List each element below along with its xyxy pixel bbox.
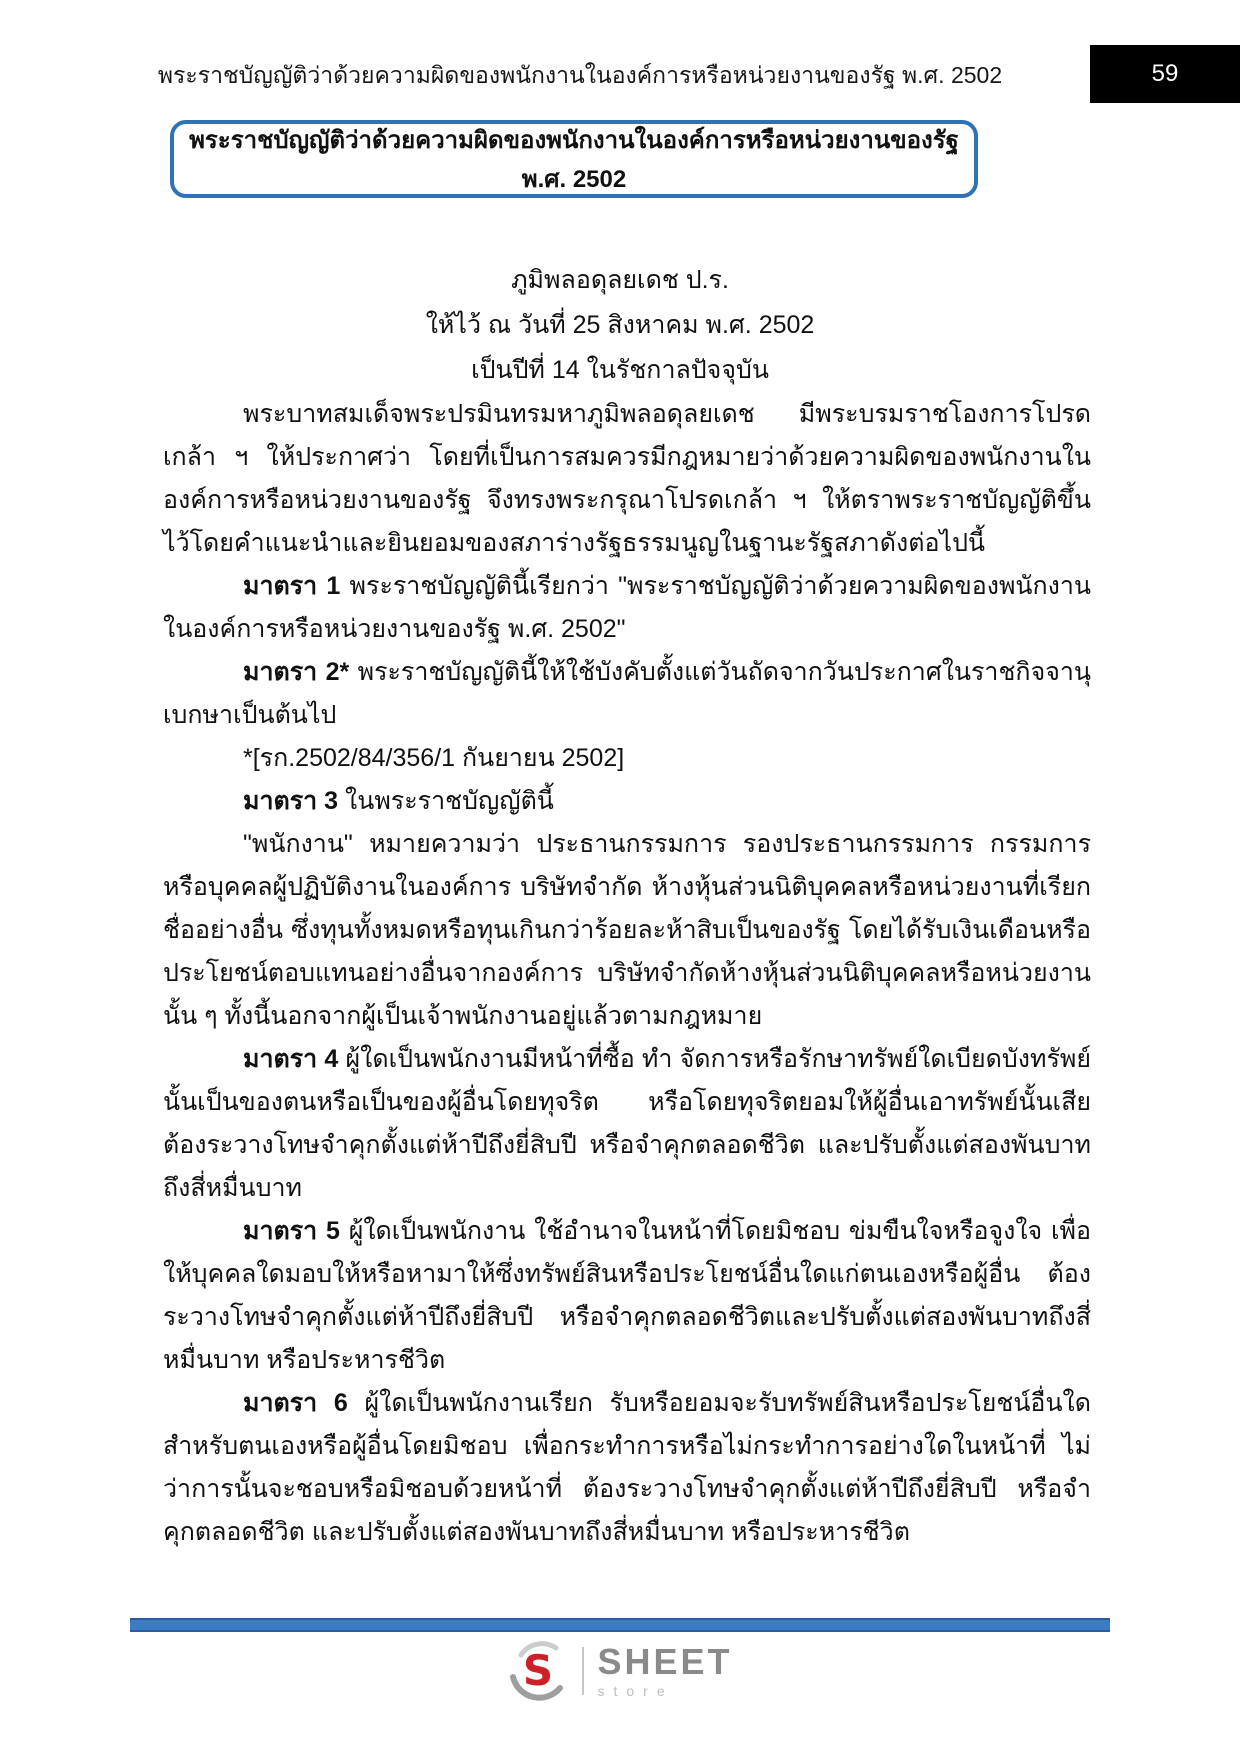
royal-signatory-line: ภูมิพลอดุลยเดช ป.ร. xyxy=(511,266,729,294)
royal-preamble xyxy=(0,258,1240,393)
s-emblem-icon xyxy=(507,1640,569,1702)
promulgation-date-line: ให้ไว้ ณ วันที่ 25 สิงหาคม พ.ศ. 2502 xyxy=(425,311,815,339)
section-3-text: ในพระราชบัญญัตินี้ xyxy=(345,787,554,815)
section-2-paragraph xyxy=(163,651,1091,737)
reign-year-line: เป็นปีที่ 14 ในรัชกาลปัจจุบัน xyxy=(471,356,769,384)
section-1-label: มาตรา 1 xyxy=(243,572,341,600)
gazette-reference-paragraph xyxy=(163,737,1091,780)
definition-paragraph xyxy=(163,823,1091,1038)
logo-subtitle: store xyxy=(597,1682,674,1699)
section-5-text: ผู้ใดเป็นพนักงาน ใช้อำนาจในหน้าที่โดยมิชอบ ข่มขืนใจหรือจูงใจ เพื่อให้บุคคลใดมอบให้หรือหามาให้ซึ่งทรัพย์สินหรือประโยชน์อื่นใดแก่ตนเองหรือผู้อื่น ต้องระวางโทษจำคุกตั้งแต่ห้าปีถึงยี่สิบปี หรือจำคุกตลอดชีวิตและปรับตั้งแต่สองพันบาทถึงสี่หมื่นบาท หรือประหารชีวิต xyxy=(163,1217,1091,1374)
logo-title: SHEET xyxy=(597,1640,733,1682)
section-1-text: พระราชบัญญัตินี้เรียกว่า "พระราชบัญญัติว่าด้วยความผิดของพนักงานในองค์การหรือหน่วยงานของรัฐ พ.ศ. 2502" xyxy=(163,572,1091,643)
gazette-reference-text: *[รก.2502/84/356/1 กันยายน 2502] xyxy=(243,744,625,772)
paragraph-text: พระบาทสมเด็จพระปรมินทรมหาภูมิพลอดุลยเดช มีพระบรมราชโองการโปรดเกล้า ฯ ให้ประกาศว่า โดยที่เป็นการสมควรมีกฎหมายว่าด้วยความผิดของพนักงานในองค์การหรือหน่วยงานของรัฐ จึงทรงพระกรุณาโปรดเกล้า ฯ ให้ตราพระราชบัญญัติขึ้นไว้โดยคำแนะนำและยินยอมของสภาร่างรัฐธรรมนูญในฐานะรัฐสภาดังต่อไปนี้ xyxy=(163,400,1091,557)
act-title-box xyxy=(170,120,978,198)
page-number-badge xyxy=(1090,45,1240,103)
act-title: พระราชบัญญัติว่าด้วยความผิดของพนักงานในองค์การหรือหน่วยงานของรัฐ พ.ศ. 2502 xyxy=(189,127,959,193)
section-3-label: มาตรา 3 xyxy=(243,787,339,815)
section-5-paragraph xyxy=(163,1210,1091,1382)
section-2-text: พระราชบัญญัตินี้ให้ใช้บังคับตั้งแต่วันถัดจากวันประกาศในราชกิจจานุเบกษาเป็นต้นไป xyxy=(163,658,1091,729)
definition-text: "พนักงาน" หมายความว่า ประธานกรรมการ รองประธานกรรมการ กรรมการหรือบุคคลผู้ปฏิบัติงานในองค์การ บริษัทจำกัด ห้างหุ้นส่วนนิติบุคคลหรือหน่วยงานที่เรียกชื่ออย่างอื่น ซึ่งทุนทั้งหมดหรือทุนเกินกว่าร้อยละห้าสิบเป็นของรัฐ โดยได้รับเงินเดือนหรือประโยชน์ตอบแทนอย่างอื่นจากองค์การ บริษัทจำกัดห้างหุ้นส่วนนิติบุคคลหรือหน่วยงานนั้น ๆ ทั้งนี้นอกจากผู้เป็นเจ้าพนักงานอยู่แล้วตามกฎหมาย xyxy=(163,830,1091,1030)
section-6-text: ผู้ใดเป็นพนักงานเรียก รับหรือยอมจะรับทรัพย์สินหรือประโยชน์อื่นใด สำหรับตนเองหรือผู้อื่นโดยมิชอบ เพื่อกระทำการหรือไม่กระทำการอย่างใดในหน้าที่ ไม่ว่าการนั้นจะชอบหรือมิชอบด้วยหน้าที่ ต้องระวางโทษจำคุกตั้งแต่ห้าปีถึงยี่สิบปี หรือจำคุกตลอดชีวิต และปรับตั้งแต่สองพันบาทถึงสี่หมื่นบาท หรือประหารชีวิต xyxy=(163,1389,1091,1546)
act-body xyxy=(163,393,1091,1554)
logo-divider xyxy=(582,1647,584,1695)
section-6-label: มาตรา 6 xyxy=(243,1389,348,1417)
section-1-paragraph xyxy=(163,565,1091,651)
preamble-paragraph xyxy=(163,393,1091,565)
section-2-label: มาตรา 2* xyxy=(243,658,350,686)
footer-divider xyxy=(130,1618,1110,1632)
page-number: 59 xyxy=(1151,60,1179,87)
running-header-title: พระราชบัญญัติว่าด้วยความผิดของพนักงานในองค์การหรือหน่วยงานของรัฐ พ.ศ. 2502 xyxy=(157,62,1003,88)
logo-text xyxy=(597,1640,733,1699)
section-5-label: มาตรา 5 xyxy=(243,1217,340,1245)
section-4-label: มาตรา 4 xyxy=(243,1045,339,1073)
section-6-paragraph xyxy=(163,1382,1091,1554)
section-4-paragraph xyxy=(163,1038,1091,1210)
section-3-paragraph xyxy=(163,780,1091,823)
svg-text:S: S xyxy=(523,1646,554,1695)
section-4-text: ผู้ใดเป็นพนักงานมีหน้าที่ซื้อ ทำ จัดการหรือรักษาทรัพย์ใดเบียดบังทรัพย์นั้นเป็นของตนหรือเป็นของผู้อื่นโดยทุจริต หรือโดยทุจริตยอมให้ผู้อื่นเอาทรัพย์นั้นเสีย ต้องระวางโทษจำคุกตั้งแต่ห้าปีถึงยี่สิบปี หรือจำคุกตลอดชีวิต และปรับตั้งแต่สองพันบาทถึงสี่หมื่นบาท xyxy=(163,1045,1091,1202)
sheet-store-logo xyxy=(0,1640,1240,1702)
